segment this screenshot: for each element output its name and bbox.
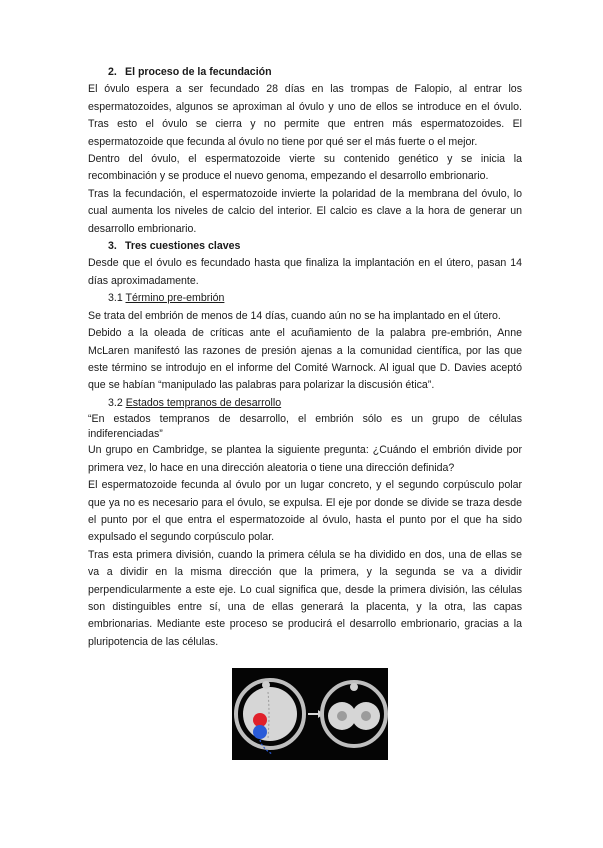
paragraph: Tras la fecundación, el espermatozoide invierte la polaridad de la membrana del óvulo, lo cual aumenta los niveles de calcio del interior. El calcio es clave a la hora de generar un desarrollo embrionario. bbox=[88, 187, 522, 235]
quote: “En estados tempranos de desarrollo, el embrión sólo es un grupo de células indiferenciadas” bbox=[88, 413, 522, 440]
paragraph: Debido a la oleada de críticas ante el acuñamiento de la palabra pre-embrión, Anne McLaren manifestó las razones de presión ajenas a la comunidad científica, por las que este término se introdujo en el informe del Comité Warnock. Al igual que D. Davies aceptó que se habían “manipulado las palabras para polarizar la discusión ética”. bbox=[88, 327, 522, 392]
embryo-division-figure bbox=[232, 668, 388, 760]
subsection-3-1-number: 3.1 bbox=[108, 292, 123, 305]
subsection-3-1-heading bbox=[108, 290, 522, 307]
section-2-heading bbox=[108, 64, 522, 81]
embryo-division-diagram-icon bbox=[232, 668, 388, 760]
paragraph: Se trata del embrión de menos de 14 días, cuando aún no se ha implantado en el útero. bbox=[88, 309, 501, 322]
section-3-heading bbox=[108, 238, 522, 255]
paragraph: Tras esta primera división, cuando la primera célula se ha dividido en dos, una de ellas se va a dividir en la misma dirección que la primera, y la segunda se va a dividir perpendicularmente a este eje. Lo cual significa que, desde la primera división, las células son distinguibles entre sí, una de ellas generará la placenta, y la otra, las capas embrionarias. Mediante este proceso se producirá el desarrollo embrionario, gracias a la pluripotencia de las células. bbox=[88, 548, 522, 648]
paragraph: Dentro del óvulo, el espermatozoide vierte su contenido genético y se inicia la recombinación y se produce el nuevo genoma, empezando el desarrollo embrionario. bbox=[88, 153, 522, 183]
paragraph: Un grupo en Cambridge, se plantea la siguiente pregunta: ¿Cuándo el embrión divide por primera vez, lo hace en una dirección aleatoria o tiene una dirección definida? bbox=[88, 444, 522, 474]
paragraph: El óvulo espera a ser fecundado 28 días en las trompas de Falopio, al entrar los espermatozoides, algunos se aproximan al óvulo y uno de ellos se introduce en el óvulo. Tras esto el óvulo se cierra y no permite que entren más espermatozoides. El espermatozoide que fecunda al óvulo no tiene por qué ser el más fuerte o el mejor. bbox=[88, 83, 522, 148]
paragraph: El espermatozoide fecunda al óvulo por un lugar concreto, y el segundo corpúsculo polar que ya no es necesario para el óvulo, se expulsa. El eje por donde se divide se traza desde el punto por el que entra el espermatozoide al óvulo, hasta el punto por el que ha sido expulsado el segundo corpúsculo polar. bbox=[88, 479, 522, 544]
paragraph: Desde que el óvulo es fecundado hasta que finaliza la implantación en el útero, pasan 14 días aproximadamente. bbox=[88, 257, 522, 287]
document-body bbox=[88, 64, 522, 651]
subsection-3-2-number: 3.2 bbox=[108, 396, 123, 409]
subsection-3-1-title: Término pre-embrión bbox=[125, 292, 225, 305]
section-2-title: El proceso de la fecundación bbox=[125, 66, 272, 78]
section-3-title: Tres cuestiones claves bbox=[125, 240, 241, 253]
subsection-3-2-heading bbox=[108, 395, 522, 412]
section-2-number: 2. bbox=[108, 66, 117, 78]
subsection-3-2-title: Estados tempranos de desarrollo bbox=[125, 396, 282, 409]
section-3-number: 3. bbox=[108, 240, 117, 253]
